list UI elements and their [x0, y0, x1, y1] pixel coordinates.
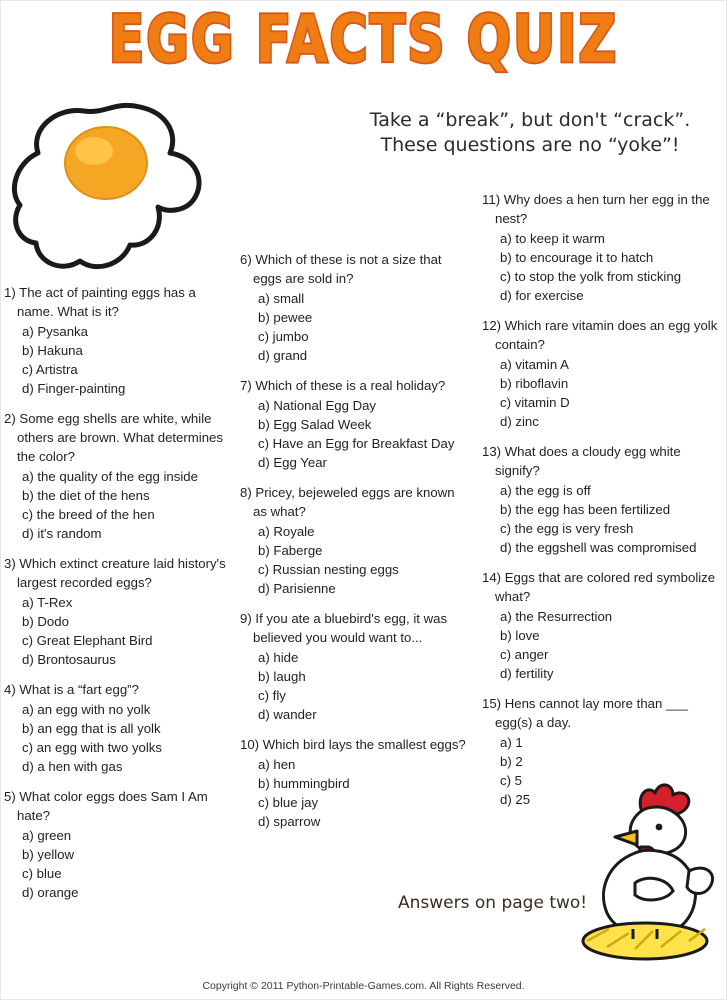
- intro-text: Take a “break”, but don't “crack”. These questions are no “yoke”!: [369, 109, 691, 157]
- question-13-option-d[interactable]: d) the eggshell was compromised: [500, 540, 697, 555]
- question-8-option-a[interactable]: a) Royale: [258, 524, 315, 539]
- question-1-option-c[interactable]: c) Artistra: [22, 362, 78, 377]
- question-11-option-c[interactable]: c) to stop the yolk from sticking: [500, 269, 682, 284]
- question-14-option-a[interactable]: a) the Resurrection: [500, 609, 613, 624]
- question-9: [240, 609, 470, 724]
- question-8-option-c[interactable]: c) Russian nesting eggs: [258, 562, 399, 577]
- question-15-option-a[interactable]: a) 1: [500, 735, 523, 750]
- question-2-option-d[interactable]: d) it's random: [22, 526, 102, 541]
- question-4-option-c[interactable]: c) an egg with two yolks: [22, 740, 162, 755]
- question-5-option-d[interactable]: d) orange: [22, 885, 79, 900]
- question-7-option-c[interactable]: c) Have an Egg for Breakfast Day: [258, 436, 455, 451]
- question-2-option-a[interactable]: a) the quality of the egg inside: [22, 469, 198, 484]
- question-11: [482, 190, 722, 305]
- question-1-option-b[interactable]: b) Hakuna: [22, 343, 83, 358]
- question-2-text: Some egg shells are white, while others are brown. What determines the color?: [17, 411, 223, 464]
- question-9-option-c[interactable]: c) fly: [258, 688, 286, 703]
- question-3-text: Which extinct creature laid history's largest recorded eggs?: [17, 556, 226, 590]
- question-13-number: 13): [482, 444, 502, 459]
- question-5-option-b[interactable]: b) yellow: [22, 847, 75, 862]
- question-8-option-b[interactable]: b) Faberge: [258, 543, 323, 558]
- question-1-option-a[interactable]: a) Pysanka: [22, 324, 88, 339]
- question-4: [4, 680, 232, 776]
- question-14-number: 14): [482, 570, 502, 585]
- question-4-option-d[interactable]: d) a hen with gas: [22, 759, 123, 774]
- question-13-option-c[interactable]: c) the egg is very fresh: [500, 521, 634, 536]
- question-3-option-c[interactable]: c) Great Elephant Bird: [22, 633, 153, 648]
- question-5-text: What color eggs does Sam I Am hate?: [17, 789, 208, 823]
- question-8-option-d[interactable]: d) Parisienne: [258, 581, 336, 596]
- question-5-number: 5): [4, 789, 16, 804]
- question-7-text: Which of these is a real holiday?: [255, 378, 446, 393]
- question-2-number: 2): [4, 411, 16, 426]
- question-11-option-b[interactable]: b) to encourage it to hatch: [500, 250, 654, 265]
- question-13-text: What does a cloudy egg white signify?: [495, 444, 681, 478]
- question-column-1: [4, 283, 232, 913]
- question-12: [482, 316, 722, 431]
- question-4-text: What is a “fart egg”?: [19, 682, 139, 697]
- question-1-option-d[interactable]: d) Finger-painting: [22, 381, 126, 396]
- question-4-number: 4): [4, 682, 16, 697]
- question-5-option-c[interactable]: c) blue: [22, 866, 62, 881]
- question-12-option-a[interactable]: a) vitamin A: [500, 357, 569, 372]
- question-9-number: 9): [240, 611, 252, 626]
- question-12-option-c[interactable]: c) vitamin D: [500, 395, 570, 410]
- question-8-text: Pricey, bejeweled eggs are known as what?: [253, 485, 455, 519]
- question-10: [240, 735, 470, 831]
- question-9-option-a[interactable]: a) hide: [258, 650, 299, 665]
- question-1: [4, 283, 232, 398]
- question-2-option-c[interactable]: c) the breed of the hen: [22, 507, 155, 522]
- question-14-option-c[interactable]: c) anger: [500, 647, 549, 662]
- question-column-2: [240, 250, 470, 842]
- question-12-option-d[interactable]: d) zinc: [500, 414, 539, 429]
- question-6-number: 6): [240, 252, 252, 267]
- question-3-number: 3): [4, 556, 16, 571]
- question-14-text: Eggs that are colored red symbolize what?: [495, 570, 716, 604]
- question-5-option-a[interactable]: a) green: [22, 828, 72, 843]
- question-3-option-d[interactable]: d) Brontosaurus: [22, 652, 116, 667]
- question-12-option-b[interactable]: b) riboflavin: [500, 376, 569, 391]
- question-6: [240, 250, 470, 365]
- question-15-number: 15): [482, 696, 502, 711]
- page-title-container: [0, 2, 727, 78]
- question-5: [4, 787, 232, 902]
- question-9-text: If you ate a bluebird's egg, it was believed you would want to...: [253, 611, 448, 645]
- question-7-option-d[interactable]: d) Egg Year: [258, 455, 327, 470]
- question-12-number: 12): [482, 318, 502, 333]
- question-15-text: Hens cannot lay more than ___ egg(s) a day.: [495, 696, 689, 730]
- question-10-number: 10): [240, 737, 260, 752]
- question-10-option-a[interactable]: a) hen: [258, 757, 296, 772]
- question-10-text: Which bird lays the smallest eggs?: [262, 737, 466, 752]
- question-13: [482, 442, 722, 557]
- question-13-option-b[interactable]: b) the egg has been fertilized: [500, 502, 671, 517]
- question-8-number: 8): [240, 485, 252, 500]
- question-14-option-d[interactable]: d) fertility: [500, 666, 554, 681]
- question-15-option-d[interactable]: d) 25: [500, 792, 531, 807]
- question-column-3: [482, 190, 722, 820]
- question-4-option-a[interactable]: a) an egg with no yolk: [22, 702, 151, 717]
- answers-note: Answers on page two!: [398, 893, 588, 913]
- question-7-option-b[interactable]: b) Egg Salad Week: [258, 417, 372, 432]
- question-10-option-c[interactable]: c) blue jay: [258, 795, 319, 810]
- page-title: EGG FACTS QUIZ: [108, 2, 619, 78]
- question-6-text: Which of these is not a size that eggs are sold in?: [253, 252, 442, 286]
- question-1-number: 1): [4, 285, 16, 300]
- question-15-option-b[interactable]: b) 2: [500, 754, 523, 769]
- question-2: [4, 409, 232, 543]
- question-7: [240, 376, 470, 472]
- question-7-number: 7): [240, 378, 252, 393]
- rooster-icon: [549, 779, 719, 964]
- question-11-number: 11): [482, 192, 501, 207]
- copyright-footer: Copyright © 2011 Python-Printable-Games.com. All Rights Reserved.: [202, 980, 525, 992]
- fried-egg-icon: [10, 95, 220, 285]
- question-15-option-c[interactable]: c) 5: [500, 773, 522, 788]
- question-11-text: Why does a hen turn her egg in the nest?: [495, 192, 710, 226]
- question-6-option-c[interactable]: c) jumbo: [258, 329, 309, 344]
- question-4-option-b[interactable]: b) an egg that is all yolk: [22, 721, 161, 736]
- question-3-option-b[interactable]: b) Dodo: [22, 614, 69, 629]
- question-8: [240, 483, 470, 598]
- question-7-option-a[interactable]: a) National Egg Day: [258, 398, 377, 413]
- question-6-option-a[interactable]: a) small: [258, 291, 305, 306]
- question-2-option-b[interactable]: b) the diet of the hens: [22, 488, 150, 503]
- question-13-option-a[interactable]: a) the egg is off: [500, 483, 591, 498]
- question-11-option-d[interactable]: d) for exercise: [500, 288, 584, 303]
- question-12-text: Which rare vitamin does an egg yolk contain?: [495, 318, 718, 352]
- question-10-option-d[interactable]: d) sparrow: [258, 814, 321, 829]
- question-6-option-b[interactable]: b) pewee: [258, 310, 313, 325]
- question-9-option-b[interactable]: b) laugh: [258, 669, 306, 684]
- question-3: [4, 554, 232, 669]
- question-11-option-a[interactable]: a) to keep it warm: [500, 231, 605, 246]
- question-3-option-a[interactable]: a) T-Rex: [22, 595, 73, 610]
- question-14: [482, 568, 722, 683]
- question-1-text: The act of painting eggs has a name. What is it?: [17, 285, 196, 319]
- question-6-option-d[interactable]: d) grand: [258, 348, 308, 363]
- question-9-option-d[interactable]: d) wander: [258, 707, 317, 722]
- question-14-option-b[interactable]: b) love: [500, 628, 540, 643]
- question-10-option-b[interactable]: b) hummingbird: [258, 776, 350, 791]
